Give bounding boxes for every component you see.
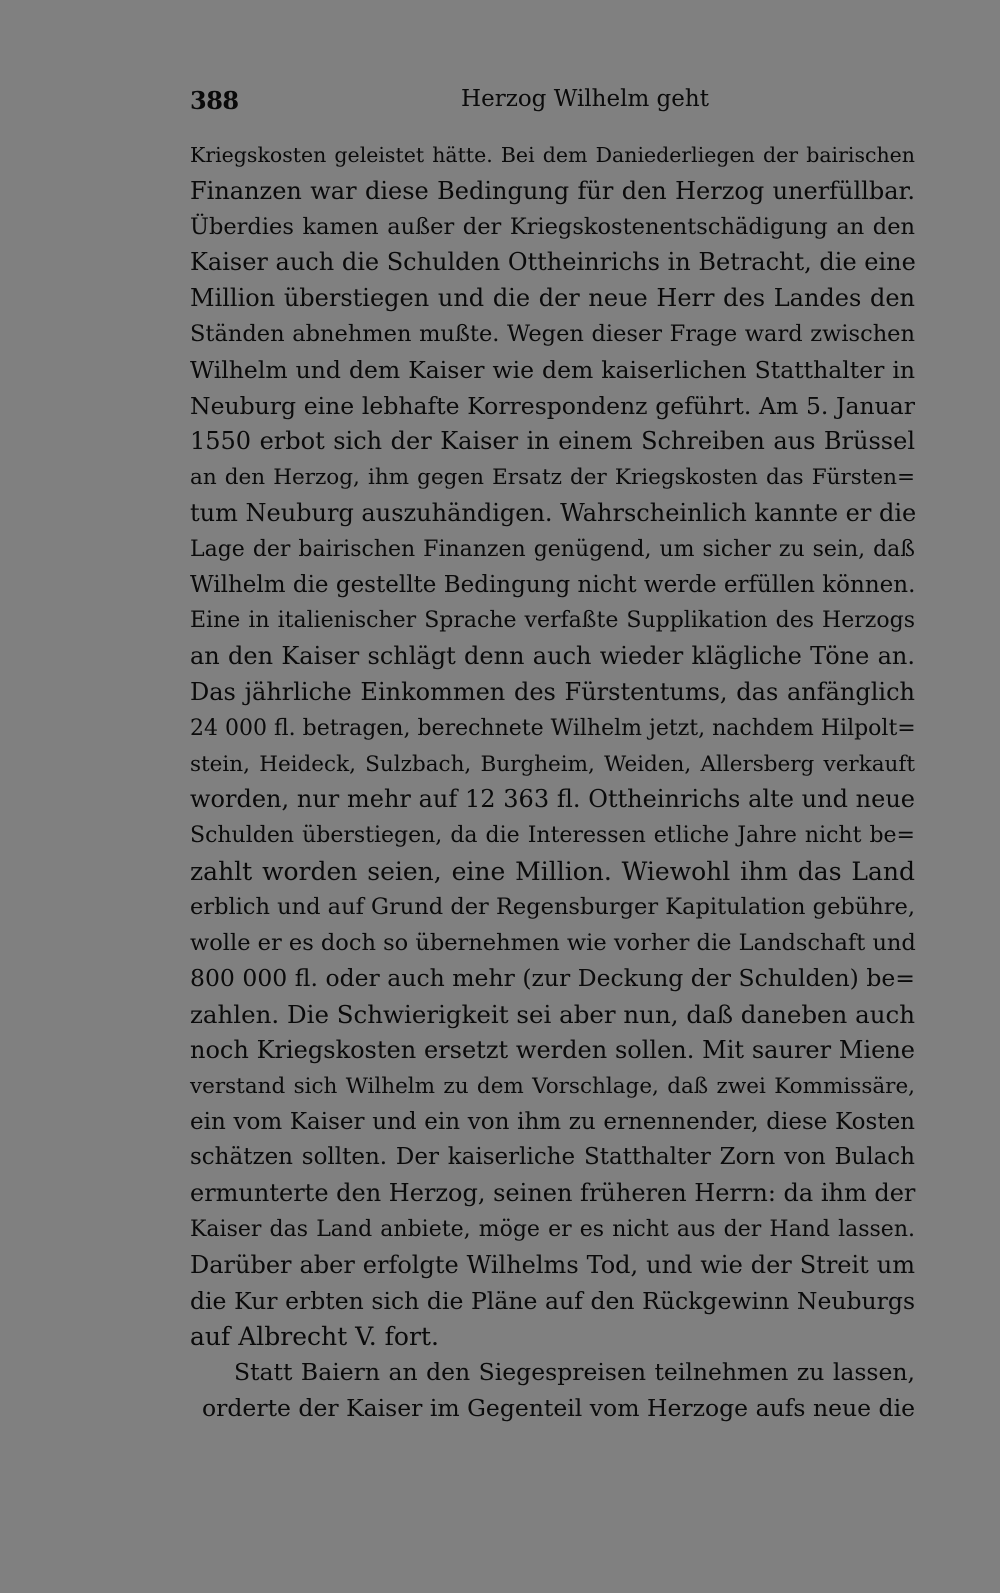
text-line: die Kur erbten sich die Pläne auf den Rückgewinn Neuburgs [190, 1286, 915, 1315]
text-line: Lage der bairischen Finanzen genügend, um sicher zu sein, daß [190, 536, 915, 562]
text-line: Eine in italienischer Sprache verfaßte Supplikation des Herzogs [190, 608, 915, 634]
text-line: Schulden überstiegen, da die Interessen etliche Jahre nicht be= [190, 823, 915, 849]
text-line: Darüber aber erfolgte Wilhelms Tod, und wie der Streit um [190, 1250, 915, 1279]
text-line: ermunterte den Herzog, seinen früheren Herrn: da ihm der [190, 1179, 916, 1208]
text-line: noch Kriegskosten ersetzt werden sollen. Mit saurer Miene [190, 1035, 915, 1064]
text-line: Wilhelm und dem Kaiser wie dem kaiserlichen Statthalter in [190, 355, 915, 384]
text-line: an den Herzog, ihm gegen Ersatz der Kriegskosten das Fürsten= [190, 465, 915, 491]
text-line: erblich und auf Grund der Regensburger Kapitulation gebühre, [190, 893, 915, 920]
text-line: schätzen sollten. Der kaiserliche Statthalter Zorn von Bulach [190, 1144, 915, 1171]
text-line: Statt Baiern an den Siegespreisen teilnehmen zu lassen, [234, 1358, 915, 1387]
text-line: Neuburg eine lebhafte Korrespondenz geführt. Am 5. Januar [190, 391, 915, 420]
text-line: Million überstiegen und die der neue Herr des Landes den [190, 284, 915, 313]
page-number: 388 [190, 86, 239, 115]
text-line: 1550 erbot sich der Kaiser in einem Schreiben aus Brüssel [190, 427, 915, 456]
text-line: tum Neuburg auszuhändigen. Wahrscheinlich kannte er die [190, 498, 917, 527]
text-line: an den Kaiser schlägt denn auch wieder klägliche Töne an. [190, 642, 915, 671]
text-line: ein vom Kaiser und ein von ihm zu ernennender, diese Kosten [190, 1108, 915, 1135]
text-line: Kriegskosten geleistet hätte. Bei dem Daniederliegen der bairischen [190, 143, 915, 167]
text-line: Kaiser auch die Schulden Ottheinrichs in Betracht, die eine [190, 248, 916, 277]
text-line: wolle er es doch so übernehmen wie vorher die Landschaft und [190, 929, 916, 956]
text-line: verstand sich Wilhelm zu dem Vorschlage, daß zwei Kommissäre, [190, 1073, 915, 1099]
text-line: worden, nur mehr auf 12 363 fl. Ottheinrichs alte und neue [190, 785, 915, 814]
text-line: Wilhelm die gestellte Bedingung nicht werde erfüllen können. [190, 571, 916, 598]
running-head [190, 80, 910, 120]
body-text [190, 138, 915, 1427]
text-line: Ständen abnehmen mußte. Wegen dieser Frage ward zwischen [190, 320, 915, 347]
text-line: Kaiser das Land anbiete, möge er es nicht aus der Hand lassen. [190, 1216, 915, 1242]
text-line: Finanzen war diese Bedingung für den Herzog unerfüllbar. [190, 176, 915, 205]
text-line: 800 000 fl. oder auch mehr (zur Deckung der Schulden) be= [190, 964, 915, 993]
text-line: Das jährliche Einkommen des Fürstentums, das anfänglich [190, 677, 915, 706]
text-line: stein, Heideck, Sulzbach, Burgheim, Weiden, Allersberg verkauft [190, 751, 915, 777]
text-line: zahlen. Die Schwierigkeit sei aber nun, daß daneben auch [190, 1000, 915, 1030]
running-title: Herzog Wilhelm geht [461, 86, 709, 112]
text-line: 24 000 fl. betragen, berechnete Wilhelm jetzt, nachdem Hilpolt= [190, 715, 916, 741]
text-line: Überdies kamen außer der Kriegskostenentschädigung an den [190, 213, 915, 240]
text-line: orderte der Kaiser im Gegenteil vom Herzoge aufs neue die [202, 1393, 915, 1422]
text-line: auf Albrecht V. fort. [190, 1322, 439, 1352]
text-line: zahlt worden seien, eine Million. Wiewohl ihm das Land [190, 856, 915, 886]
